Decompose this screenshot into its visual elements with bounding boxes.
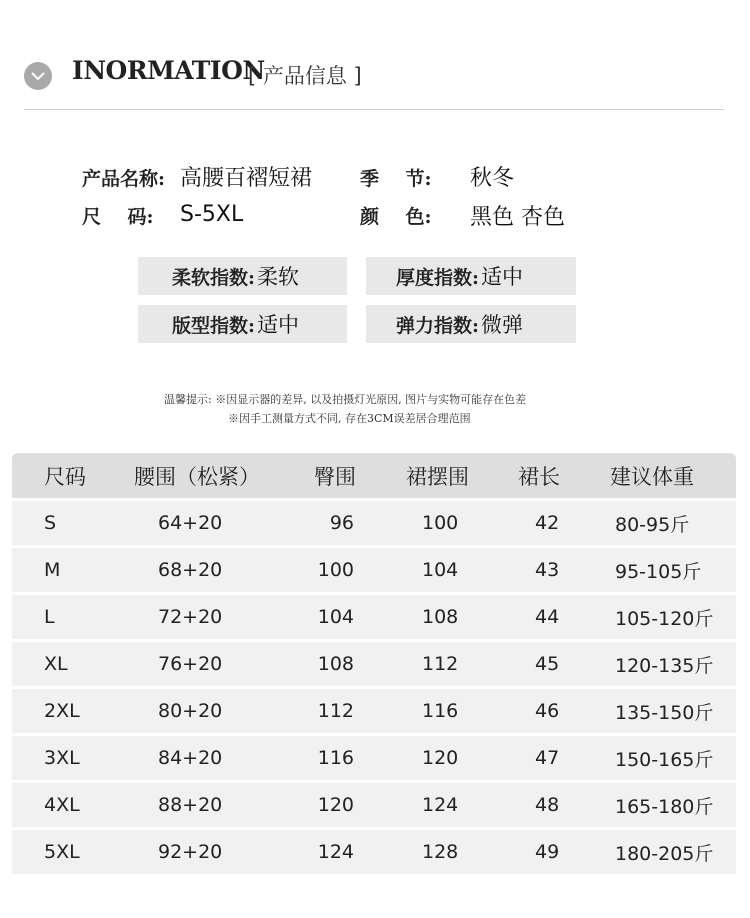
cell-length: 42 [535, 512, 560, 534]
header-length: 裙长 [518, 464, 560, 489]
cell-weight: 105-120斤 [615, 607, 714, 630]
cell-size: XL [44, 653, 68, 675]
cell-hem: 124 [422, 794, 459, 816]
cell-hem: 100 [422, 512, 459, 534]
thickness-index [366, 257, 576, 295]
section-header [0, 0, 750, 112]
cell-waist: 88+20 [158, 794, 223, 816]
table-row [12, 498, 736, 545]
header-waist: 腰围（松紧） [134, 464, 260, 489]
name-value: 高腰百褶短裙 [180, 166, 313, 191]
cell-hip: 108 [317, 653, 354, 675]
cell-hem: 120 [422, 747, 459, 769]
table-row [12, 592, 736, 639]
chevron-down-icon [24, 62, 52, 90]
header-weight: 建议体重 [610, 464, 694, 489]
index-value: 适中 [481, 265, 524, 289]
fit-index [138, 305, 347, 343]
table-row [12, 545, 736, 592]
warm-tip-line-2: ※因手工测量方式不同, 存在3CM误差居合理范围 [228, 412, 471, 425]
cell-hem: 116 [422, 700, 459, 722]
cell-weight: 165-180斤 [615, 795, 714, 818]
cell-length: 43 [535, 559, 560, 581]
cell-weight: 80-95斤 [615, 513, 690, 536]
index-value: 微弹 [481, 313, 524, 337]
cell-size: S [44, 512, 57, 534]
color-label: 颜 色: [360, 206, 432, 228]
table-row [12, 827, 736, 874]
cell-hip: 104 [317, 606, 354, 628]
cell-hem: 108 [422, 606, 459, 628]
cell-waist: 64+20 [158, 512, 223, 534]
cell-waist: 76+20 [158, 653, 223, 675]
cell-length: 47 [535, 747, 560, 769]
cell-hem: 104 [422, 559, 459, 581]
cell-hip: 120 [317, 794, 354, 816]
cell-size: L [44, 606, 55, 628]
cell-size: 5XL [44, 841, 80, 863]
header-hip: 臀围 [314, 464, 356, 489]
cell-hip: 96 [329, 512, 354, 534]
section-subtitle: [ 产品信息 ] [248, 64, 362, 88]
warm-tip-line-1: 温馨提示: ※因显示器的差异, 以及拍摄灯光原因, 图片与实物可能存在色差 [164, 393, 527, 406]
cell-waist: 72+20 [158, 606, 223, 628]
cell-weight: 95-105斤 [615, 560, 702, 583]
softness-index [138, 257, 347, 295]
index-value: 适中 [257, 313, 300, 337]
index-key: 弹力指数: [396, 314, 480, 337]
header-hem: 裙摆围 [406, 464, 469, 489]
cell-waist: 80+20 [158, 700, 223, 722]
table-row [12, 639, 736, 686]
cell-waist: 68+20 [158, 559, 223, 581]
table-header [12, 453, 736, 498]
index-value: 柔软 [257, 265, 300, 289]
table-row [12, 733, 736, 780]
cell-weight: 180-205斤 [615, 842, 714, 865]
cell-waist: 92+20 [158, 841, 223, 863]
table-body [12, 498, 736, 874]
cell-length: 46 [535, 700, 560, 722]
section-title: INORMATION [72, 56, 265, 85]
elasticity-index [366, 305, 576, 343]
index-key: 柔软指数: [172, 266, 256, 289]
cell-size: 3XL [44, 747, 80, 769]
size-label: 尺 码: [82, 206, 154, 228]
cell-hip: 112 [317, 700, 354, 722]
season-value: 秋冬 [470, 166, 515, 191]
cell-waist: 84+20 [158, 747, 223, 769]
cell-size: M [44, 559, 61, 581]
size-table [12, 453, 736, 874]
cell-length: 44 [535, 606, 560, 628]
header-divider [24, 109, 724, 110]
header-size: 尺码 [44, 464, 86, 489]
table-row [12, 686, 736, 733]
cell-hip: 116 [317, 747, 354, 769]
cell-size: 2XL [44, 700, 80, 722]
name-label: 产品名称: [82, 168, 166, 190]
cell-weight: 150-165斤 [615, 748, 714, 771]
cell-size: 4XL [44, 794, 80, 816]
index-key: 厚度指数: [396, 266, 480, 289]
index-key: 版型指数: [172, 314, 256, 337]
cell-length: 48 [535, 794, 560, 816]
cell-weight: 120-135斤 [615, 654, 714, 677]
cell-length: 45 [535, 653, 560, 675]
size-value: S-5XL [180, 202, 244, 227]
cell-hem: 112 [422, 653, 459, 675]
table-row [12, 780, 736, 827]
cell-hip: 124 [317, 841, 354, 863]
season-label: 季 节: [360, 168, 432, 190]
cell-hem: 128 [422, 841, 459, 863]
cell-length: 49 [535, 841, 560, 863]
cell-weight: 135-150斤 [615, 701, 714, 724]
cell-hip: 100 [317, 559, 354, 581]
color-value: 黑色 杏色 [470, 205, 565, 230]
